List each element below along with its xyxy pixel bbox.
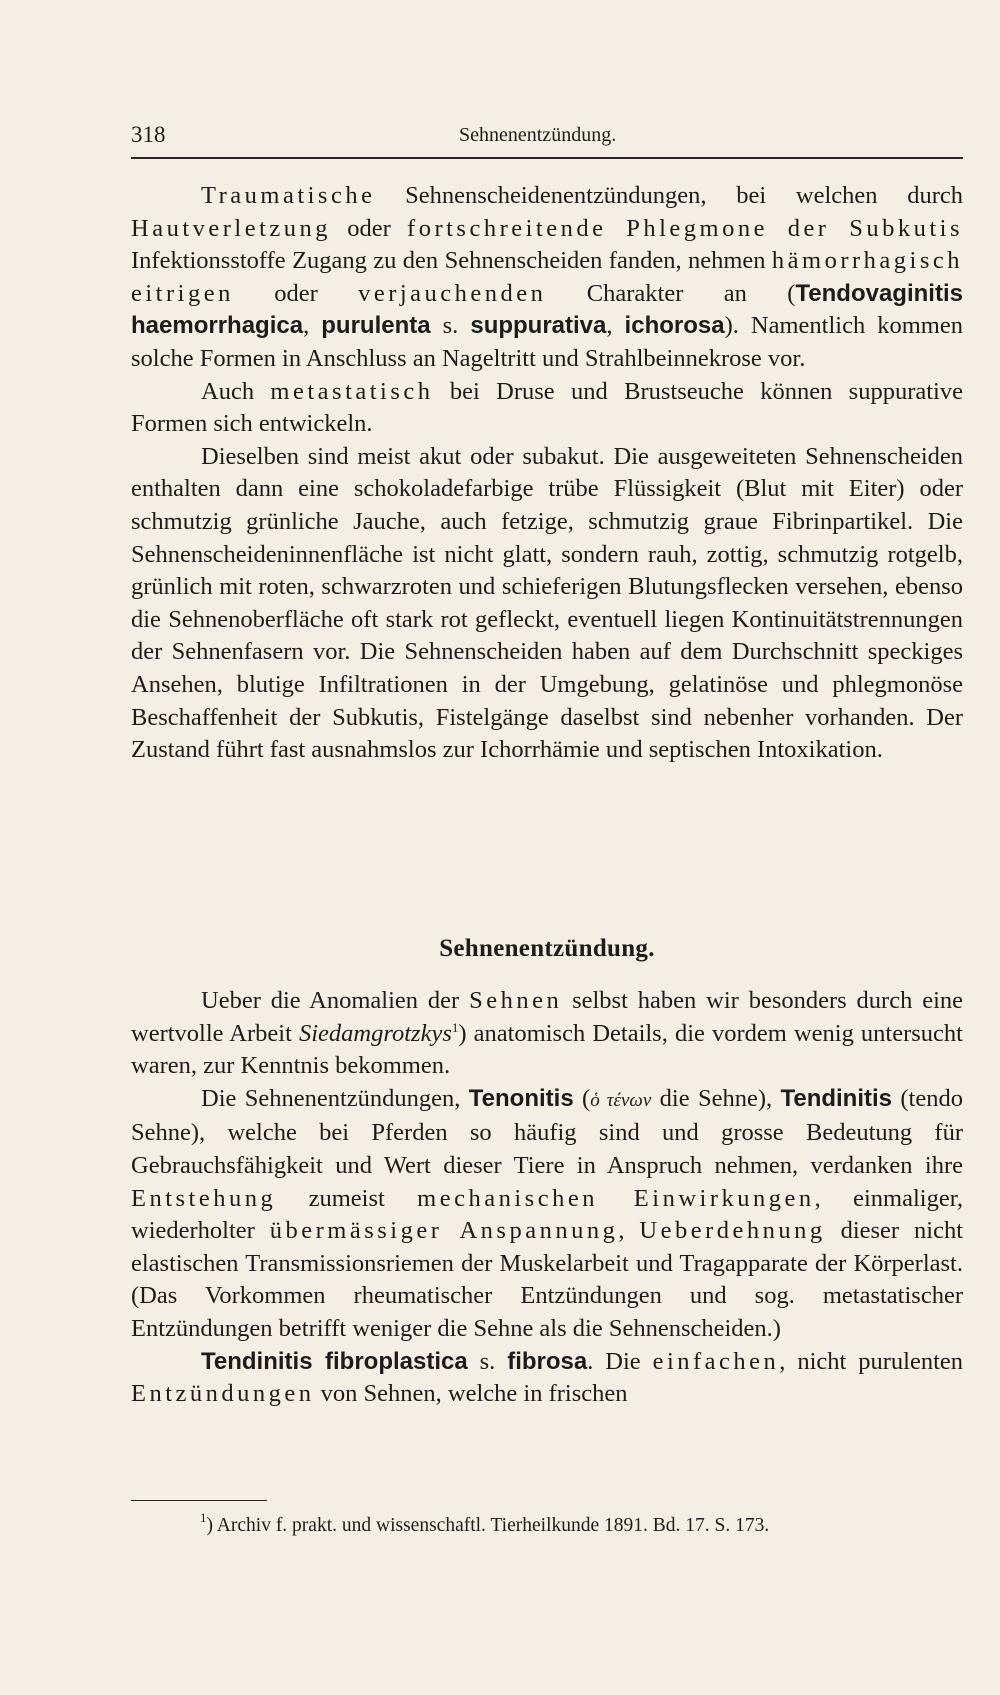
spaced-term: verjauchenden [358, 279, 547, 307]
text-run: die Sehne), [651, 1084, 781, 1112]
bold-term: ichorosa [624, 312, 725, 340]
bold-term: Tendinitis fibroplastica [201, 1347, 468, 1375]
footnote-rule [131, 1500, 267, 1501]
paragraph-anomalies [131, 985, 963, 1083]
spaced-term: fortschreitende Phlegmone der Subkutis [407, 214, 963, 242]
author-name: Siedamgrotzkys [298, 1019, 452, 1047]
text-run: (tendo Sehne), welche bei Pferden so häufig sind und grosse Bedeutung für Gebrauchsfähigkeit und Wert dieser Tiere in Anspruch nehmen, verdanken ihre [131, 1084, 963, 1179]
text-run: , [618, 1217, 640, 1245]
text-run: , einmaliger, wiederholter [131, 1184, 963, 1245]
bold-term: purulenta [321, 312, 431, 340]
running-title: Sehnenentzündung. [459, 124, 617, 146]
spaced-term: Entzündungen [131, 1380, 315, 1408]
text-run: oder [331, 214, 408, 242]
text-run: Die Sehnenentzündungen, [201, 1084, 469, 1112]
spaced-term: Ueberdehnung [639, 1217, 826, 1245]
section-2-text [131, 985, 963, 1411]
paragraph-metastatic [131, 376, 963, 441]
text-run: bei Druse und Brustseuche können suppurative Formen sich entwickeln. [131, 377, 963, 438]
text-run: Sehnenscheidenentzündungen, bei welchen durch [375, 182, 963, 209]
spaced-term: Hautverletzung [131, 214, 332, 242]
text-run: oder [233, 279, 359, 307]
header-rule [131, 157, 963, 159]
paragraph-traumatic [131, 180, 963, 376]
footnote-text: ) Archiv f. prakt. und wissenschaftl. Tierheilkunde 1891. Bd. 17. S. 173. [206, 1515, 770, 1536]
text-run: zumeist [276, 1184, 418, 1212]
bold-term: Tendinitis [780, 1084, 893, 1112]
text-run: ( [573, 1084, 591, 1112]
text-run: Charakter an ( [546, 279, 796, 307]
footnote [200, 1510, 970, 1539]
page-number: 318 [131, 122, 166, 147]
text-run: s. [467, 1347, 508, 1375]
footnote-marker: 1 [200, 1510, 207, 1525]
text-run: s. [430, 312, 471, 340]
text-run: ) anatomisch Details, die vordem wenig untersucht waren, zur Kenntnis bekommen. [131, 1019, 963, 1080]
section-heading: Sehnenentzündung. [439, 935, 655, 962]
paragraph-tendinitis [131, 1083, 963, 1346]
text-run: von Sehnen, welche in frischen [314, 1380, 628, 1408]
text-run: Auch [201, 377, 271, 405]
bold-term: Tendovaginitis haemorrhagica [131, 279, 963, 340]
paragraph-fibroplastica [131, 1346, 963, 1411]
text-run: . Die [587, 1347, 653, 1375]
running-header [131, 122, 963, 156]
spaced-term: Sehnen [469, 987, 563, 1014]
text-run: ). Namentlich kommen solche Formen in Anschluss an Nageltritt und Strahlbeinnekrose vor. [131, 312, 963, 372]
spaced-term: übermässiger Anspannung [269, 1217, 619, 1245]
bold-term: Tenonitis [468, 1084, 574, 1112]
text-run: , [606, 312, 625, 340]
spaced-term: Entstehung [131, 1184, 277, 1212]
greek-term: ὁ τένων [590, 1089, 652, 1111]
section-1-text [131, 180, 963, 767]
text-run: , [303, 312, 322, 340]
spaced-term: metastatisch [270, 377, 434, 405]
spaced-term: Traumatische [201, 182, 376, 209]
spaced-term: hämorrhagisch eitrigen [131, 247, 963, 307]
text-run: Infektionsstoffe Zugang zu den Sehnenscheiden fanden, nehmen [131, 247, 772, 275]
text-run: dieser nicht elastischen Transmissionsriemen der Muskelarbeit und Tragapparate der Körperlast. (Das Vorkommen rheumatischer Entzündungen und sog. metastatischer Entzündungen betrifft weniger die Sehne als die Sehnenscheiden.) [131, 1217, 964, 1342]
spaced-term: mechanischen Einwirkungen [417, 1184, 815, 1212]
text-run: Ueber die Anomalien der [201, 987, 470, 1014]
footnote-marker: 1 [451, 1019, 459, 1035]
bold-term: suppurativa [470, 312, 607, 340]
paragraph-pathology: Dieselben sind meist akut oder subakut. Die ausgeweiteten Sehnenscheiden enthalten dann eine schokoladefarbige trübe Flüssigkeit (Blut mit Eiter) oder schmutzig grünliche Jauche, auch fetzige, schmutzig graue Fibrinpartikel. Die Sehnenscheideninnenfläche ist nicht glatt, sondern rauh, zottig, schmutzig rotgelb, grünlich mit roten, schwarzroten und schieferigen Blutungsflecken versehen, ebenso die Sehnenoberfläche oft stark rot gefleckt, eventuell liegen Kontinuitätstrennungen der Sehnenfasern vor. Die Sehnenscheiden haben auf dem Durchschnitt speckiges Ansehen, blutige Infiltrationen in der Umgebung, gelatinöse und phlegmonöse Beschaffenheit der Subkutis, Fistelgänge daselbst sind nebenher vorhanden. Der Zustand führt fast ausnahmslos zur Ichorrhämie und septischen Intoxikation. [131, 442, 963, 764]
text-run: , nicht purulenten [779, 1347, 964, 1375]
spaced-term: einfachen [652, 1347, 780, 1375]
text-run: selbst haben wir besonders durch eine wertvolle Arbeit [131, 987, 964, 1047]
bold-term: fibrosa [507, 1347, 588, 1375]
